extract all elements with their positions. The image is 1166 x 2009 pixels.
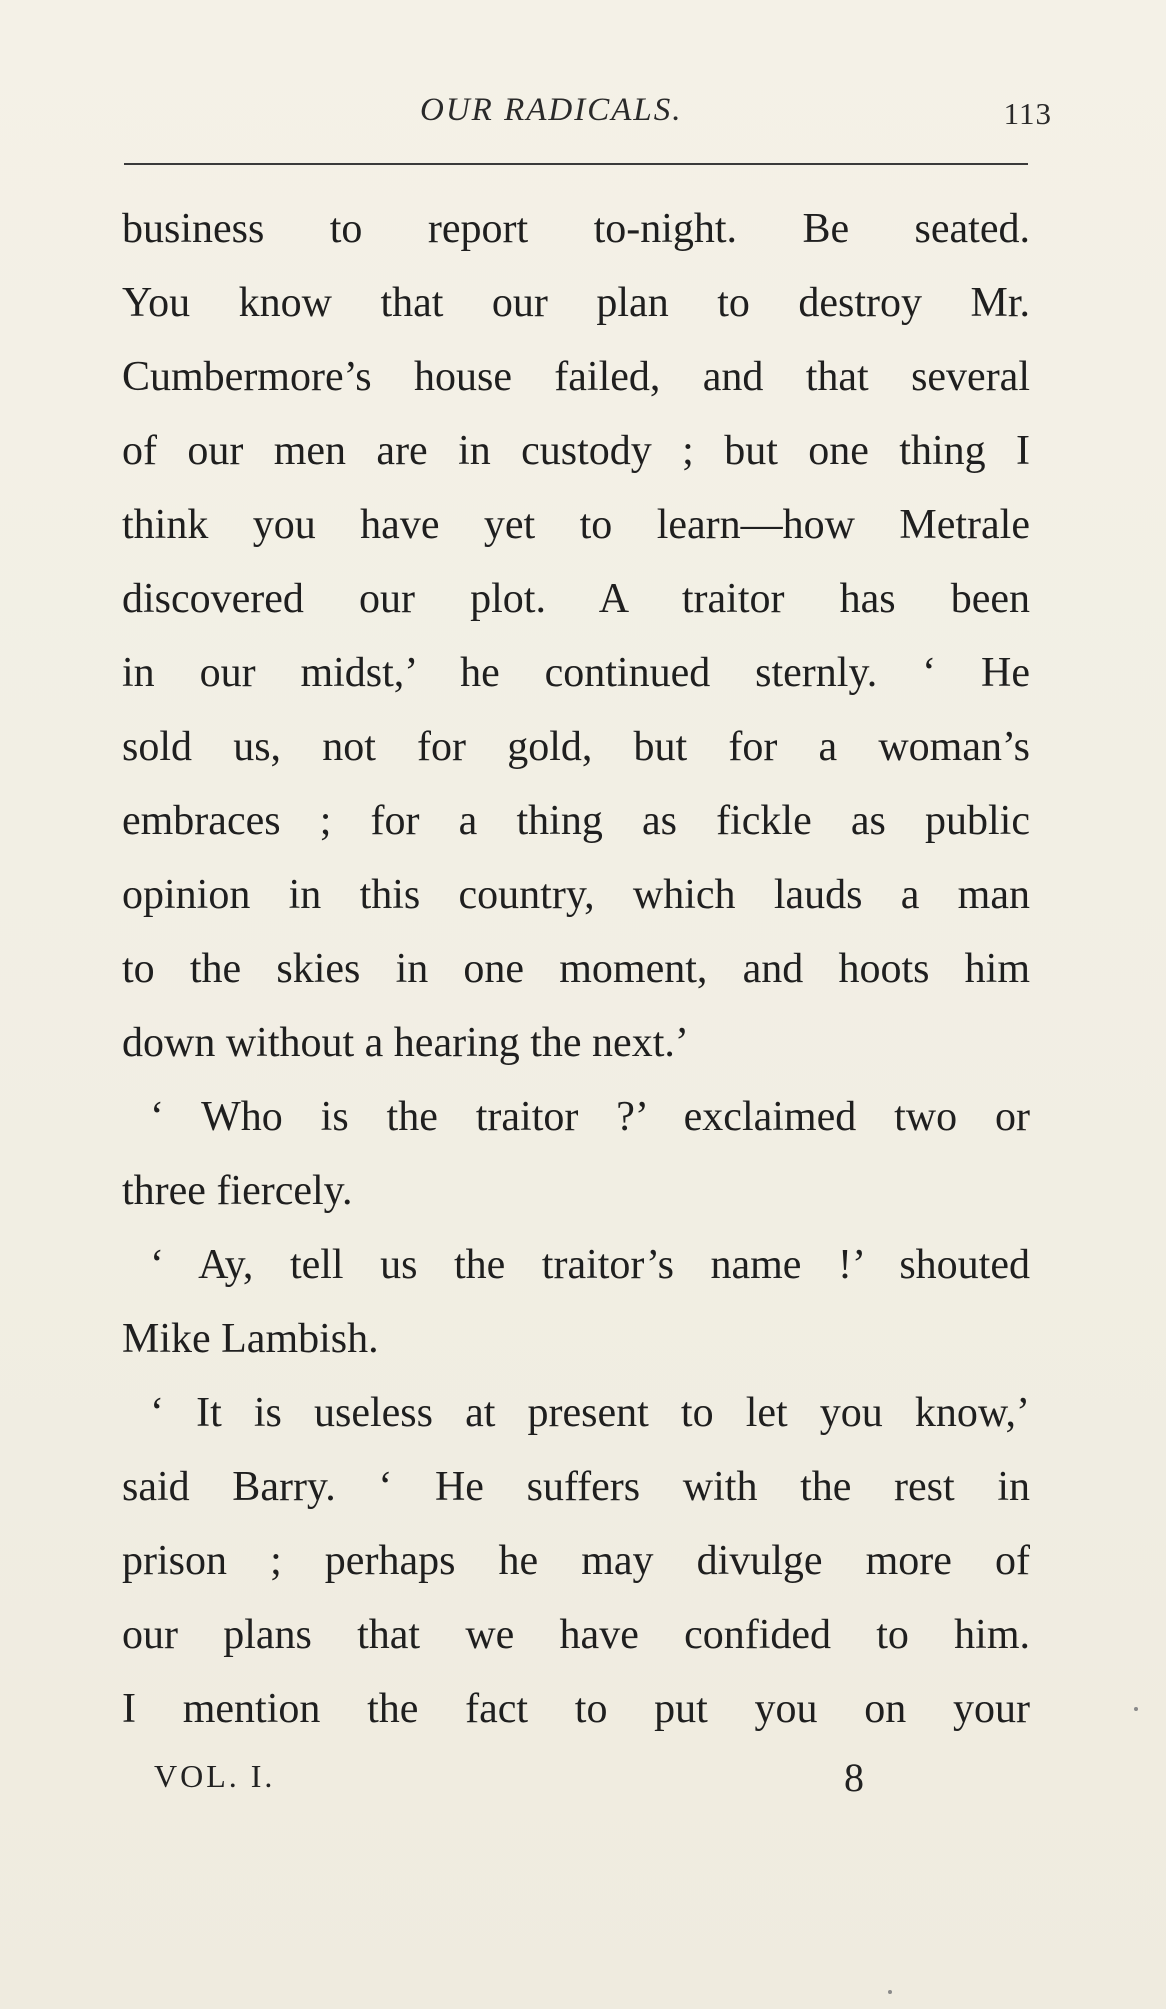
text-line: Cumbermore’s house failed, and that several	[122, 354, 1030, 400]
text-line: ‘ It is useless at present to let you know,’	[150, 1390, 1030, 1436]
signature-line	[154, 1755, 874, 1808]
body-text	[122, 192, 1030, 1746]
text-line: think you have yet to learn—how Metrale	[122, 502, 1030, 548]
text-line: in our midst,’ he continued sternly. ‘ He	[122, 650, 1030, 696]
text-line: discovered our plot. A traitor has been	[122, 576, 1030, 622]
text-line: our plans that we have confided to him.	[122, 1612, 1030, 1658]
volume-label: VOL. I.	[154, 1758, 276, 1794]
paper-speck	[1134, 1707, 1138, 1711]
text-line: sold us, not for gold, but for a woman’s	[122, 724, 1030, 770]
text-line: down without a hearing the next.’	[122, 1020, 689, 1066]
page-number: 113	[1003, 96, 1052, 131]
signature-mark: 8	[844, 1755, 864, 1800]
running-head	[124, 92, 1052, 142]
text-line: You know that our plan to destroy Mr.	[122, 280, 1030, 326]
text-line: embraces ; for a thing as fickle as public	[122, 798, 1030, 844]
text-line: opinion in this country, which lauds a man	[122, 872, 1030, 918]
text-line: I mention the fact to put you on your	[122, 1686, 1030, 1732]
running-title: OUR RADICALS.	[420, 92, 683, 128]
text-line: three fiercely.	[122, 1168, 353, 1214]
text-line: prison ; perhaps he may divulge more of	[122, 1538, 1030, 1584]
text-line: business to report to-night. Be seated.	[122, 206, 1030, 252]
text-line: said Barry. ‘ He suffers with the rest in	[122, 1464, 1030, 1510]
paper-speck	[888, 1990, 892, 1994]
text-line: ‘ Who is the traitor ?’ exclaimed two or	[150, 1094, 1030, 1140]
text-line: of our men are in custody ; but one thing I	[122, 428, 1030, 474]
text-line: Mike Lambish.	[122, 1316, 379, 1362]
text-line: to the skies in one moment, and hoots him	[122, 946, 1030, 992]
header-rule	[124, 163, 1028, 165]
text-line: ‘ Ay, tell us the traitor’s name !’ shouted	[150, 1242, 1030, 1288]
